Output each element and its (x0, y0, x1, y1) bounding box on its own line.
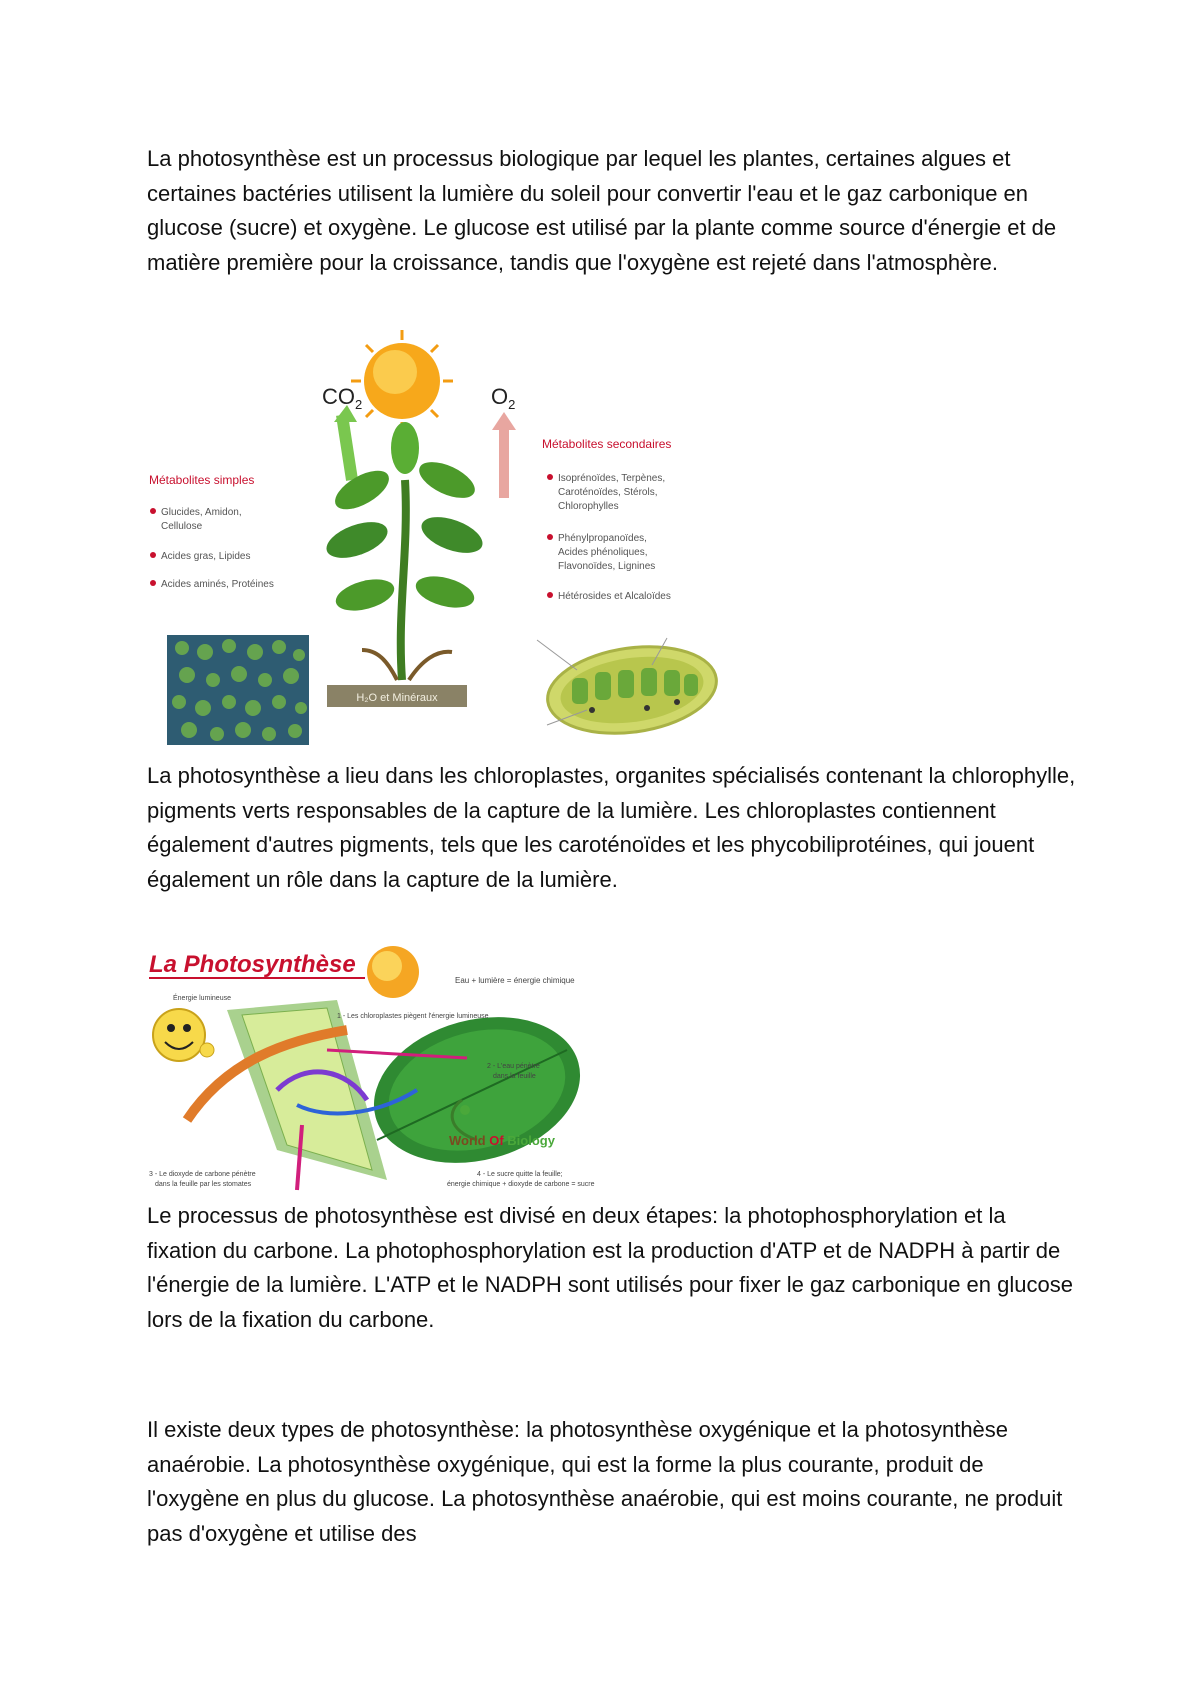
base-label: H₂O et Minéraux (356, 692, 438, 704)
paragraph-types: Il existe deux types de photosynthèse: la photosynthèse oxygénique et la photosynthèse anaérobie. La photosynthèse oxygénique, qui est la forme la plus courante, produit de l'oxygène en plus du glucose. La photosynthèse anaérobie, qui est moins courante, ne produit pas d'oxygène et utilise des (147, 1417, 1063, 1546)
chloroplast-illustration (537, 637, 722, 744)
secondaires-item: Isoprénoïdes, Terpènes, (558, 473, 666, 484)
secondaires-item: Caroténoïdes, Stérols, (558, 487, 658, 498)
figure-plant-metabolites (147, 330, 727, 752)
simples-item: Acides aminés, Protéines (161, 579, 274, 590)
cell-micrograph (167, 635, 309, 745)
svg-text:World Of Biology: World Of Biology (449, 1133, 555, 1148)
figure-photosynthese-diagram (147, 940, 607, 1198)
sun-icon (351, 330, 453, 432)
paragraph-chloroplastes: La photosynthèse a lieu dans les chloroplastes, organites spécialisés contenant la chlorophylle, pigments verts responsables de la capture de la lumière. Les chloroplastes contiennent également d'autres pigments, tels que les caroténoïdes et les phycobiliprotéines, qui jouent également un rôle dans la capture de la lumière. (147, 763, 1076, 892)
simples-item: Cellulose (161, 521, 203, 532)
paragraph-etapes: Le processus de photosynthèse est divisé en deux étapes: la photophosphorylation et la fixation du carbone. La photophosphorylation est la production d'ATP et de NADPH à partir de l'énergie de la lumière. L'ATP et le NADPH sont utilisés pour fixer le gaz carbonique en glucose lors de la fixation du carbone. (147, 1203, 1073, 1332)
step1-label: 1 - Les chloroplastes piègent l'énergie lumineuse (337, 1013, 489, 1020)
sun-icon (367, 946, 419, 998)
step2-label: dans la feuille (493, 1073, 536, 1080)
co2-label: $CO_2$ (322, 384, 363, 412)
step2-label: 2 - L'eau pénètre (487, 1063, 540, 1070)
secondaires-item: Phénylpropanoïdes, (558, 533, 647, 544)
equation-label: Eau + lumière = énergie chimique (455, 976, 575, 985)
step3-label: 3 - Le dioxyde de carbone pénètre (149, 1171, 256, 1178)
o2-arrow (499, 428, 509, 498)
secondaires-title: Métabolites secondaires (542, 437, 672, 451)
step4-label: énergie chimique + dioxyde de carbone = sucre (447, 1181, 595, 1188)
o2-label: $O_2$ (491, 384, 516, 412)
step3-label: dans la feuille par les stomates (155, 1181, 252, 1188)
simples-title: Métabolites simples (149, 473, 255, 487)
secondaires-item: Chlorophylles (558, 501, 619, 512)
secondaires-item: Hétérosides et Alcaloïdes (558, 591, 671, 602)
step4-label: 4 - Le sucre quitte la feuille; (477, 1171, 563, 1178)
energie-label: Énergie lumineuse (173, 995, 231, 1002)
simples-item: Acides gras, Lipides (161, 551, 251, 562)
secondaires-item: Acides phénoliques, (558, 547, 648, 558)
co2-arrow (342, 415, 352, 480)
diagram-title: La Photosynthèse (149, 951, 356, 978)
simples-item: Glucides, Amidon, (161, 507, 242, 518)
secondaires-item: Flavonoïdes, Lignines (558, 561, 656, 572)
paragraph-intro: La photosynthèse est un processus biologique par lequel les plantes, certaines algues et certaines bactéries utilisent la lumière du soleil pour convertir l'eau et le gaz carbonique en glucose (sucre) et oxygène. Le glucose est utilisé par la plante comme source d'énergie et de matière première pour la croissance, tandis que l'oxygène est rejeté dans l'atmosphère. (147, 146, 1057, 275)
